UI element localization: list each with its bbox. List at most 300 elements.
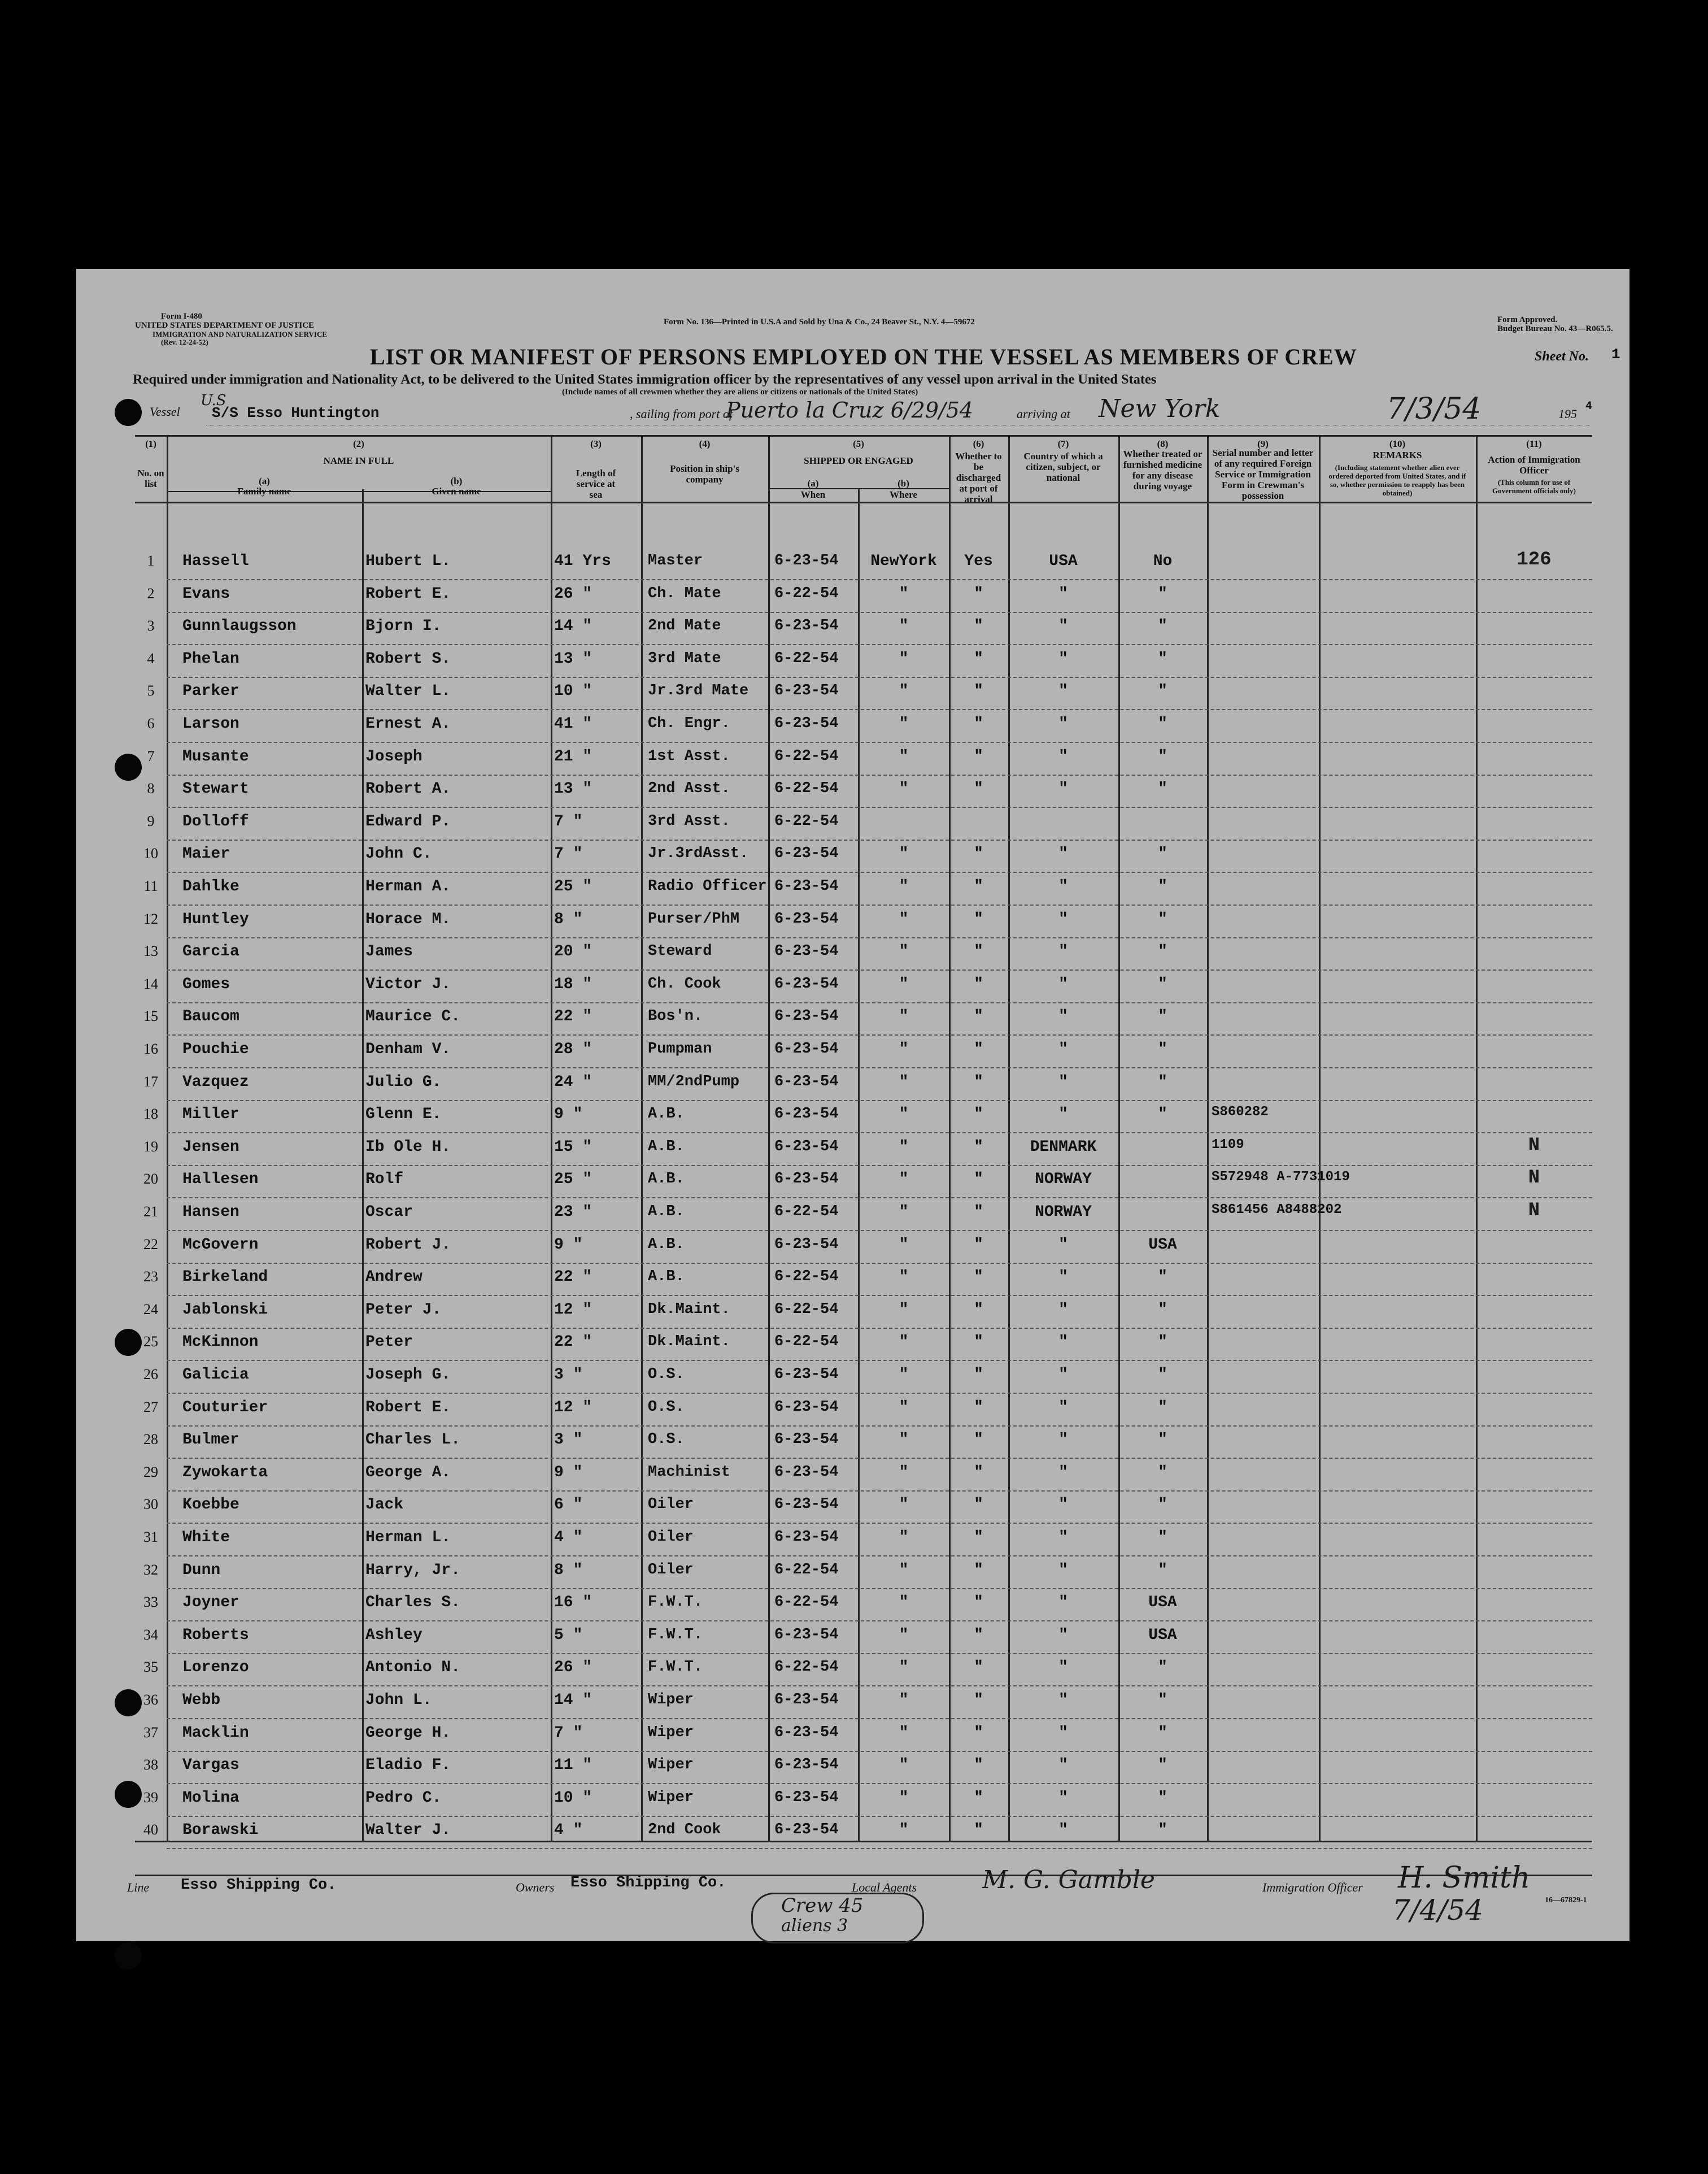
shipped-where: " — [899, 1561, 909, 1579]
row-number: 1 — [147, 553, 155, 569]
family-name: Joyner — [182, 1594, 239, 1612]
col-5a-header: When — [800, 489, 826, 500]
family-name: Jensen — [182, 1138, 239, 1156]
shipped-when: 6-23-54 — [774, 1236, 839, 1253]
shipped-where: " — [899, 1626, 909, 1644]
sailing-port: Puerto la Cruz 6/29/54 — [726, 398, 974, 423]
shipped-when: 6-23-54 — [774, 1529, 839, 1546]
shipped-where: " — [899, 975, 909, 993]
discharge: " — [974, 1171, 983, 1189]
shipped-where: " — [899, 1236, 909, 1254]
line-label: Line — [127, 1880, 150, 1894]
position: F.W.T. — [648, 1626, 703, 1643]
row-number: 13 — [143, 943, 158, 960]
service-length: 13 " — [554, 780, 592, 798]
position: A.B. — [648, 1138, 685, 1155]
given-name: Robert E. — [365, 585, 451, 603]
given-name: Denham V. — [365, 1041, 451, 1058]
service-length: 8 " — [554, 1561, 583, 1579]
col-5-num: (5) — [853, 438, 864, 449]
shipped-when: 6-22-54 — [774, 1301, 839, 1318]
shipped-when: 6-22-54 — [774, 1659, 839, 1676]
punch-hole — [115, 399, 142, 426]
medicine: " — [1158, 943, 1167, 961]
given-name: Robert J. — [365, 1236, 451, 1254]
discharge: " — [974, 650, 983, 668]
row-number: 30 — [143, 1496, 158, 1513]
citizenship: USA — [1049, 553, 1078, 570]
shipped-where: " — [899, 1594, 909, 1612]
position: Purser/PhM — [648, 910, 740, 928]
given-name: Horace M. — [365, 910, 451, 928]
position: A.B. — [648, 1268, 685, 1286]
family-name: White — [182, 1529, 230, 1546]
col-2b-num: (b) — [450, 476, 463, 486]
table-row — [76, 1752, 1629, 1784]
citizenship: " — [1058, 1268, 1068, 1286]
given-name: George H. — [365, 1724, 451, 1742]
citizenship: " — [1058, 1398, 1068, 1416]
medicine: No — [1153, 553, 1173, 570]
given-name: Jack — [365, 1496, 404, 1514]
table-row — [76, 1557, 1629, 1589]
sheet-number: 1 — [1611, 346, 1620, 363]
shipped-when: 6-22-54 — [774, 812, 839, 830]
citizenship: " — [1058, 585, 1068, 603]
col-10-num: (10) — [1389, 438, 1406, 449]
officer-action: N — [1528, 1134, 1540, 1156]
department: UNITED STATES DEPARTMENT OF JUSTICE — [135, 321, 315, 330]
row-number: 20 — [143, 1171, 158, 1188]
medicine: " — [1158, 715, 1167, 733]
family-name: Parker — [182, 682, 239, 701]
medicine: " — [1158, 650, 1167, 668]
row-number: 28 — [143, 1431, 158, 1448]
row-number: 23 — [143, 1268, 158, 1285]
service-length: 9 " — [554, 1106, 583, 1124]
shipped-when: 6-22-54 — [774, 1333, 839, 1351]
service-length: 7 " — [554, 1724, 583, 1742]
shipped-when: 6-23-54 — [774, 1431, 839, 1449]
citizenship: " — [1058, 1756, 1068, 1775]
citizenship: " — [1058, 1073, 1068, 1091]
given-name: Herman L. — [365, 1529, 451, 1546]
service-length: 7 " — [554, 845, 583, 863]
service-length: 26 " — [554, 1659, 592, 1677]
medicine: " — [1158, 878, 1167, 895]
service-length: 41 Yrs — [554, 553, 611, 570]
medicine: " — [1158, 747, 1167, 766]
given-name: Charles S. — [365, 1594, 461, 1612]
discharge: " — [974, 1594, 983, 1612]
service-length: 9 " — [554, 1463, 583, 1481]
family-name: Larson — [182, 715, 239, 733]
col-11-note: (This column for use of Government officials only) — [1492, 478, 1576, 495]
service-length: 12 " — [554, 1398, 592, 1416]
given-name: Antonio N. — [365, 1659, 461, 1677]
service-length: 10 " — [554, 682, 592, 701]
given-name: John L. — [365, 1692, 432, 1709]
row-number: 18 — [143, 1106, 158, 1123]
service-length: 21 " — [554, 747, 592, 766]
discharge: " — [974, 1106, 983, 1124]
position: A.B. — [648, 1203, 685, 1220]
given-name: Ib Ole H. — [365, 1138, 451, 1156]
table-row — [76, 548, 1629, 580]
given-name: Robert E. — [365, 1398, 451, 1416]
table-row — [76, 1785, 1629, 1817]
shipped-when: 6-23-54 — [774, 1496, 839, 1514]
position: 3rd Mate — [648, 650, 721, 667]
shipped-where: " — [899, 1659, 909, 1677]
discharge: " — [974, 1463, 983, 1481]
shipped-where: " — [899, 1529, 909, 1546]
col-2a-num: (a) — [259, 476, 270, 486]
family-name: Roberts — [182, 1626, 249, 1644]
col-9-header: Serial number and letter of any required Foreign Service or Immigration Form in Crewman's possession — [1212, 447, 1314, 501]
table-row — [76, 1134, 1629, 1166]
discharge: " — [974, 943, 983, 961]
table-row — [76, 1720, 1629, 1752]
officer-action: N — [1528, 1200, 1540, 1221]
medicine: " — [1158, 975, 1167, 993]
sailing-label: , sailing from port of — [630, 407, 733, 421]
discharge: Yes — [964, 553, 993, 570]
citizenship: " — [1058, 1626, 1068, 1644]
given-name: Hubert L. — [365, 553, 451, 570]
officer-date: 7/4/54 — [1392, 1894, 1483, 1927]
citizenship: " — [1058, 747, 1068, 766]
vessel-name: S/S Esso Huntington — [212, 405, 380, 421]
discharge: " — [974, 1398, 983, 1416]
row-number: 3 — [147, 618, 155, 634]
discharge: " — [974, 1333, 983, 1351]
shipped-where: " — [899, 878, 909, 895]
position: 2nd Asst. — [648, 780, 730, 798]
shipped-when: 6-23-54 — [774, 1138, 839, 1155]
col-8-header: Whether treated or furnished medicine for any disease during voyage — [1123, 449, 1202, 492]
row-number: 4 — [147, 650, 155, 667]
family-name: Garcia — [182, 943, 239, 961]
position: A.B. — [648, 1236, 685, 1253]
shipped-where: " — [899, 845, 909, 863]
medicine: " — [1158, 1756, 1167, 1775]
family-name: Birkeland — [182, 1268, 268, 1286]
citizenship: " — [1058, 1463, 1068, 1481]
row-number: 33 — [143, 1594, 158, 1611]
arriving-label: arriving at — [1017, 407, 1070, 421]
medicine: " — [1158, 1463, 1167, 1481]
row-number: 25 — [143, 1333, 158, 1350]
citizenship: " — [1058, 780, 1068, 798]
row-number: 9 — [147, 812, 155, 829]
medicine: " — [1158, 1073, 1167, 1091]
position: Dk.Maint. — [648, 1333, 730, 1351]
given-name: Andrew — [365, 1268, 422, 1286]
shipped-where: " — [899, 1789, 909, 1807]
family-name: Couturier — [182, 1398, 268, 1416]
shipped-when: 6-23-54 — [774, 715, 839, 732]
col-5b-header: Where — [890, 489, 917, 500]
position: 1st Asst. — [648, 747, 730, 765]
position: Jr.3rdAsst. — [648, 845, 749, 863]
table-row — [76, 1654, 1629, 1686]
discharge: " — [974, 1073, 983, 1091]
family-name: Evans — [182, 585, 230, 603]
row-number: 2 — [147, 585, 155, 602]
discharge: " — [974, 975, 983, 993]
medicine: " — [1158, 1366, 1167, 1384]
citizenship: " — [1058, 1529, 1068, 1546]
service-length: 22 " — [554, 1008, 592, 1026]
row-number: 7 — [147, 747, 155, 764]
service-length: 14 " — [554, 1692, 592, 1709]
shipped-when: 6-22-54 — [774, 650, 839, 667]
service-length: 11 " — [554, 1756, 592, 1775]
col-7-header: Country of which a citizen, subject, or national — [1023, 451, 1103, 483]
given-name: Joseph — [365, 747, 422, 766]
family-name: Jablonski — [182, 1301, 268, 1319]
given-name: Walter J. — [365, 1821, 451, 1840]
print-code: 16—67829-1 — [1545, 1896, 1587, 1905]
discharge: " — [974, 1529, 983, 1546]
medicine: " — [1158, 1301, 1167, 1319]
medicine: " — [1158, 845, 1167, 863]
medicine: " — [1158, 1821, 1167, 1840]
row-number: 38 — [143, 1756, 158, 1773]
medicine: " — [1158, 1333, 1167, 1351]
position: Wiper — [648, 1692, 694, 1708]
citizenship: DENMARK — [1030, 1138, 1097, 1156]
position: 2nd Cook — [648, 1821, 721, 1839]
shipped-where: " — [899, 618, 909, 636]
table-row — [76, 1492, 1629, 1524]
position: Wiper — [648, 1724, 694, 1741]
given-name: Robert A. — [365, 780, 451, 798]
shipped-where: " — [899, 1366, 909, 1384]
family-name: Phelan — [182, 650, 239, 668]
shipped-where: " — [899, 1496, 909, 1514]
row-number: 32 — [143, 1561, 158, 1578]
family-name: Hansen — [182, 1203, 239, 1221]
family-name: McKinnon — [182, 1333, 259, 1351]
table-row — [76, 1362, 1629, 1394]
medicine: " — [1158, 1496, 1167, 1514]
col-7-num: (7) — [1057, 438, 1069, 449]
row-number: 29 — [143, 1463, 158, 1480]
service-length: 22 " — [554, 1333, 592, 1351]
shipped-when: 6-23-54 — [774, 975, 839, 993]
col-2-num: (2) — [353, 438, 364, 449]
officer-action: N — [1528, 1167, 1540, 1189]
table-row — [76, 1166, 1629, 1198]
family-name: Molina — [182, 1789, 239, 1807]
given-name: Bjorn I. — [365, 618, 442, 636]
family-name: Zywokarta — [182, 1463, 268, 1481]
table-row — [76, 1459, 1629, 1492]
row-number: 11 — [143, 878, 158, 894]
discharge: " — [974, 1496, 983, 1514]
family-name: Dahlke — [182, 878, 239, 895]
sheet-label: Sheet No. — [1535, 349, 1589, 364]
discharge: " — [974, 910, 983, 928]
position: Oiler — [648, 1529, 694, 1546]
position: Steward — [648, 943, 712, 960]
citizenship: " — [1058, 1333, 1068, 1351]
position: F.W.T. — [648, 1659, 703, 1676]
year-label: 195 — [1558, 407, 1577, 421]
family-name: Macklin — [182, 1724, 249, 1742]
service-length: 7 " — [554, 812, 583, 831]
given-name: Glenn E. — [365, 1106, 442, 1124]
position: Radio Officer — [648, 878, 767, 895]
row-number: 12 — [143, 910, 158, 927]
table-row — [76, 1003, 1629, 1036]
service-length: 22 " — [554, 1268, 592, 1286]
discharge: " — [974, 1236, 983, 1254]
discharge: " — [974, 1692, 983, 1709]
position: Machinist — [648, 1463, 730, 1481]
citizenship: " — [1058, 1236, 1068, 1254]
col-9-num: (9) — [1257, 438, 1269, 449]
row-number: 31 — [143, 1529, 158, 1545]
table-row — [76, 1297, 1629, 1329]
family-name: Huntley — [182, 910, 249, 928]
row-number: 22 — [143, 1236, 158, 1253]
citizenship: " — [1058, 910, 1068, 928]
citizenship: " — [1058, 1594, 1068, 1612]
discharge: " — [974, 1301, 983, 1319]
col-3-num: (3) — [590, 438, 602, 449]
row-number: 6 — [147, 715, 155, 732]
position: Pumpman — [648, 1041, 712, 1058]
form-id: Form I-480 — [161, 312, 202, 321]
col-4-header: Position in ship's company — [670, 463, 739, 485]
position: MM/2ndPump — [648, 1073, 740, 1090]
owners-label: Owners — [516, 1880, 555, 1894]
citizenship: " — [1058, 975, 1068, 993]
row-number: 39 — [143, 1789, 158, 1806]
service-length: 15 " — [554, 1138, 592, 1156]
family-name: Hassell — [182, 553, 249, 570]
alien-count: aliens 3 — [781, 1916, 848, 1936]
table-row — [76, 581, 1629, 613]
service-length: 10 " — [554, 1789, 592, 1807]
given-name: Robert S. — [365, 650, 451, 668]
table-row — [76, 1394, 1629, 1427]
row-number: 40 — [143, 1821, 158, 1838]
given-name: Harry, Jr. — [365, 1561, 461, 1579]
shipped-when: 6-23-54 — [774, 1073, 839, 1090]
discharge: " — [974, 747, 983, 766]
given-name: Charles L. — [365, 1431, 461, 1449]
row-number: 24 — [143, 1301, 158, 1318]
shipped-where: " — [899, 1724, 909, 1742]
shipped-where: " — [899, 1398, 909, 1416]
vessel-label: Vessel — [150, 405, 180, 419]
family-name: Galicia — [182, 1366, 249, 1384]
row-number: 21 — [143, 1203, 158, 1220]
family-name: McGovern — [182, 1236, 259, 1254]
family-name: Dunn — [182, 1561, 221, 1579]
given-name: Edward P. — [365, 812, 451, 831]
shipped-when: 6-22-54 — [774, 1594, 839, 1611]
service-length: 20 " — [554, 943, 592, 961]
shipped-when: 6-23-54 — [774, 1106, 839, 1123]
col-1-header: No. on list — [137, 468, 164, 489]
row-number: 17 — [143, 1073, 158, 1090]
col-5b-num: (b) — [897, 478, 909, 489]
shipped-where: " — [899, 1073, 909, 1091]
citizenship: NORWAY — [1035, 1203, 1092, 1221]
shipped-when: 6-23-54 — [774, 1008, 839, 1025]
given-name: Herman A. — [365, 878, 451, 895]
discharge: " — [974, 585, 983, 603]
table-row — [76, 841, 1629, 873]
position: Ch. Engr. — [648, 715, 730, 732]
table-row — [76, 743, 1629, 776]
given-name: Walter L. — [365, 682, 451, 701]
position: Wiper — [648, 1789, 694, 1806]
given-name: Ernest A. — [365, 715, 451, 733]
shipped-where: " — [899, 943, 909, 961]
family-name: Koebbe — [182, 1496, 239, 1514]
shipped-where: " — [899, 1692, 909, 1709]
line-value: Esso Shipping Co. — [181, 1877, 337, 1894]
shipped-when: 6-23-54 — [774, 910, 839, 928]
shipped-when: 6-23-54 — [774, 845, 839, 863]
table-row — [76, 906, 1629, 938]
family-name: Bulmer — [182, 1431, 239, 1449]
discharge: " — [974, 715, 983, 733]
shipped-when: 6-22-54 — [774, 1203, 839, 1220]
medicine: " — [1158, 1041, 1167, 1058]
service-length: 5 " — [554, 1626, 583, 1644]
shipped-when: 6-23-54 — [774, 1171, 839, 1188]
subtitle-note: (Include names of all crewmen whether they are aliens or citizens or nationals of the United States) — [562, 388, 918, 397]
citizenship: " — [1058, 682, 1068, 701]
shipped-where: " — [899, 1431, 909, 1449]
col-6-header: Whether to be discharged at port of arrival — [955, 451, 1002, 505]
service-length: 13 " — [554, 650, 592, 668]
citizenship: " — [1058, 1496, 1068, 1514]
discharge: " — [974, 1366, 983, 1384]
citizenship: " — [1058, 1041, 1068, 1058]
crew-count-note — [751, 1893, 924, 1943]
officer-label: Immigration Officer — [1262, 1880, 1363, 1894]
service-length: 16 " — [554, 1594, 592, 1612]
shipped-when: 6-23-54 — [774, 618, 839, 635]
citizenship: " — [1058, 1008, 1068, 1026]
family-name: Musante — [182, 747, 249, 766]
table-row — [76, 1101, 1629, 1133]
family-name: Hallesen — [182, 1171, 259, 1189]
medicine: USA — [1148, 1626, 1177, 1644]
col-10-header: REMARKS — [1372, 450, 1422, 460]
table-row — [76, 1817, 1629, 1849]
family-name: Miller — [182, 1106, 239, 1124]
owners-value: Esso Shipping Co. — [570, 1875, 726, 1892]
medicine: " — [1158, 1106, 1167, 1124]
row-number: 5 — [147, 682, 155, 699]
discharge: " — [974, 1008, 983, 1026]
position: O.S. — [648, 1398, 685, 1416]
medicine: " — [1158, 780, 1167, 798]
shipped-when: 6-23-54 — [774, 878, 839, 895]
service-length: 9 " — [554, 1236, 583, 1254]
table-row — [76, 1232, 1629, 1264]
service-length: 4 " — [554, 1821, 583, 1840]
